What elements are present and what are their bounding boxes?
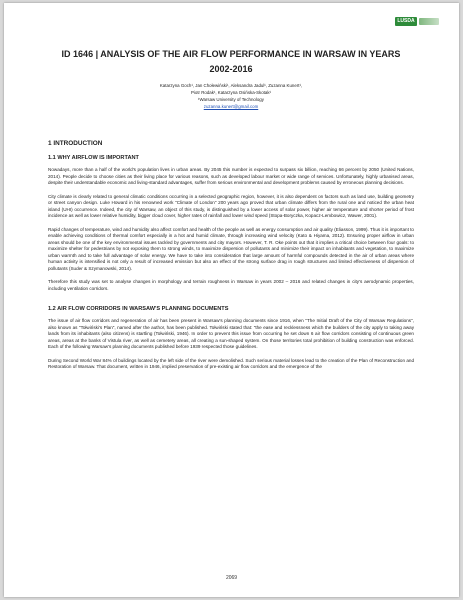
document-page xyxy=(4,3,459,597)
page-number: 2069 xyxy=(225,575,238,581)
paragraph: The issue of air flow corridors and regeneration of air has been present in Warsaw's planning documents since 1916, when "The Initial Draft of the City of Warsaw Regulations", also known as "Tołwiński's Plan", named after the author, has been published. Tołwiński stated that: "the ease and recklessness which the builders of the city apply to taking away lands from its inhabitants (also citizens) is startling (Tołwiński, 1946). In order to prevent this issue from occurring he set down 6 air flow corridors consisting of continuous green areas, areas at the banks of Vistula river, as well as cemetery areas, all creating a sun-shaped system. On those territories total prohibition of building construction was enforced. Each of the following Warsaw's planning documents published before 1939 respected those guidelines. xyxy=(48,318,414,349)
paper-content xyxy=(48,47,414,378)
paper-title: ID 1646 | ANALYSIS OF THE AIR FLOW PERFORMANCE IN WARSAW IN YEARS 2002-2016 xyxy=(61,49,401,74)
logo-graphic xyxy=(419,18,439,25)
author-block xyxy=(48,82,414,110)
logo-mark: LUSDA xyxy=(395,17,417,26)
subsection-heading-1-1: 1.1 WHY AIRFLOW IS IMPORTANT xyxy=(48,155,139,161)
paragraph: City climate is clearly related to general climatic conditions occurring in a selected geographic region, however, it is also dependent on factors such as land use, building geometry or street canyon design. Luke Howard in his renowned work "Climate of London" 200 years ago proved that urban climate differs from the rural one and noticed the urban heat island (UHI) occurrence. Indeed, the city of Warsaw, an object of this study, is distinguished by a lower access of solar power, higher air temperature and shorter period of frost incidence as well as lower relative humidity, bigger cloud cover, higher rates of rainfall and lower wind speed (Stopa-Boryczka, Kopacz-Lembowicz, Wawer, 2001). xyxy=(48,193,414,218)
paragraph: Nowadays, more than a half of the world's population lives in urban areas. By 2045 this number is expected to surpass six billion, reaching 66 percent by 2050 (United Nations, 2014). People decide to choose cities as their living place for various reasons, such as developed labour market or wide range of services. Unfortunately, highly urbanised areas, despite their understandable economic and living-standard advantages, suffer from serious environmental and development problems caused by erroneous planning decisions. xyxy=(48,167,414,185)
section-heading-introduction: 1 INTRODUCTION xyxy=(48,140,103,147)
subsection-heading-1-2: 1.2 AIR FLOW CORRIDORS IN WARSAW'S PLANNING DOCUMENTS xyxy=(48,306,229,312)
email-link[interactable]: zuzanna.kunert@gmail.com xyxy=(203,104,259,109)
paragraph: During Second World War 84% of buildings located by the left side of the river were demolished. Such serious material losses lead to the creation of the Plan of Reconstruction and Restoration of Warsaw. That document, written in 1946, implied preservation of pre-existing air flow corridors and the emergence of the xyxy=(48,357,414,369)
paragraph: Rapid changes of temperature, wind and humidity also affect comfort and health of the people as well as energy consumption and air quality (Eliasson, 1999). Thus it is important to enable achieving conditions of thermal comfort especially in a hot and humid climate, through increasing wind velocity (Kato & Hiyama, 2012). Ensuring proper airflow in urban areas should be one of the key environmental issues tackled by governments and city mayors. However, T. R. Oke points out that it implies a critical choice between four goals: to maximize shelter for pedestrians by not exposing them to strong winds, to maximize dispersion of pollutants and minimize their impact on inhabitants and vegetation, to maximize urban warmth and to take full advantage of solar energy. We have to take into consideration that large amount of harmful compounds detected in the air of urban areas where human activity is intensified is not only a result of increased emission but also an effect of the strong surface drag in rough structures and limited effectiveness of dispersion of pollutants (Suder & Szymanowski, 2014). xyxy=(48,226,414,271)
affiliation: ¹Warsaw University of Technology xyxy=(198,97,264,102)
authors-line-2: Piotr Rodak¹, Katarzyna Osińska-Skotak¹ xyxy=(190,90,272,95)
authors-line-1: Katarzyna Goch¹, Jan Chołewiński¹, Aleksandra Jadul¹, Zuzanna Kunert¹, xyxy=(159,83,303,88)
paragraph: Therefore this study was set to analyse changes in morphology and terrain roughness in Warsaw in years 2002 – 2016 and related changes in city's aerodynamic properties, including ventilation corridors. xyxy=(48,279,414,291)
conference-logo xyxy=(395,17,439,26)
